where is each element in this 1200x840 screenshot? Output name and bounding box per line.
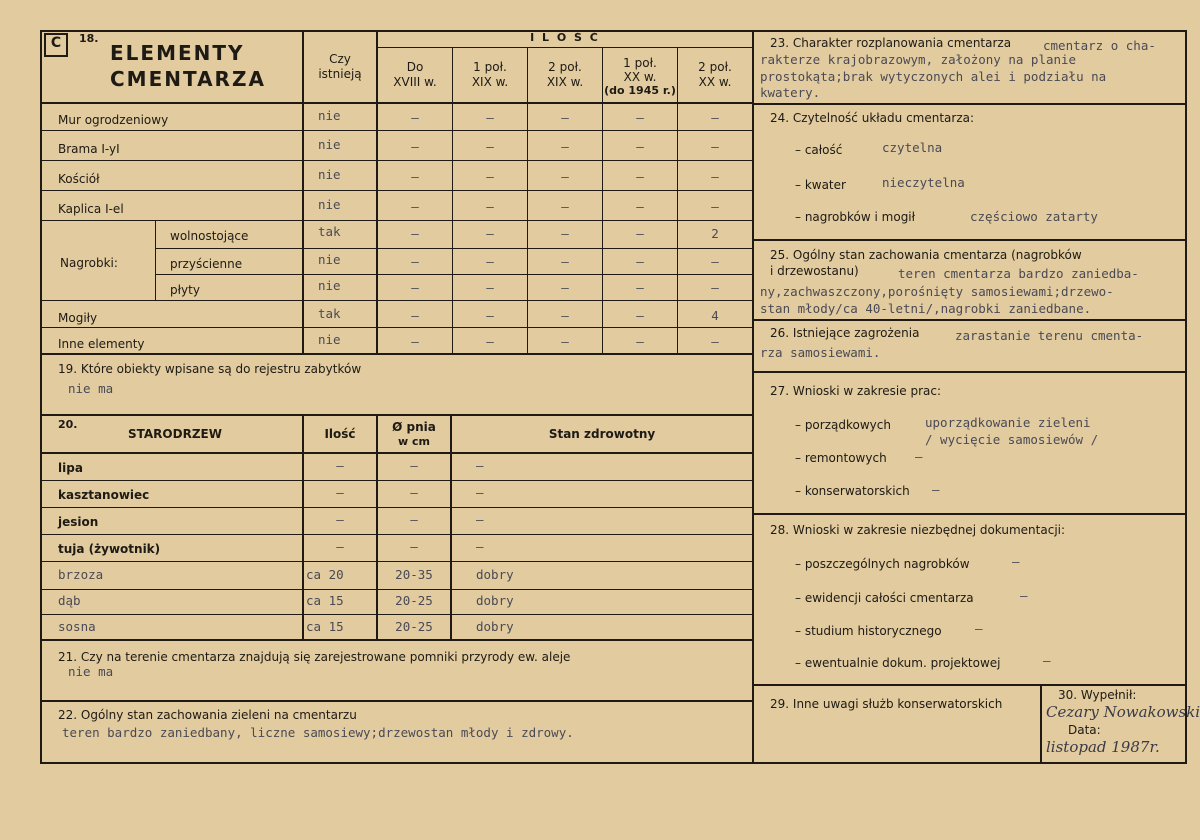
- s20-row-diam: 20-25: [395, 619, 433, 634]
- s20-row-label: lipa: [58, 461, 83, 475]
- s20-row-health: dobry: [476, 593, 514, 608]
- s18-row-value: –: [636, 139, 644, 154]
- s20-row-diam: 20-25: [395, 593, 433, 608]
- s20-row-label: dąb: [58, 593, 81, 608]
- period-2-l2: XIX w.: [546, 75, 584, 89]
- frame-bottom: [40, 762, 1187, 764]
- s20-row-qty: –: [336, 485, 344, 500]
- s21-question: 21. Czy na terenie cmentarza znajdują się zarejestrowane pomniki przyrody ew. aleje: [58, 650, 571, 664]
- s20-row-line: [40, 589, 752, 590]
- s20-row-diam: –: [410, 485, 418, 500]
- s24-bottom: [752, 239, 1187, 241]
- s18-row-value: –: [561, 254, 569, 269]
- s18-nagrobki-line: [155, 220, 156, 300]
- s18-row-line: [40, 130, 752, 131]
- frame-left: [40, 30, 42, 764]
- s26-question: 26. Istniejące zagrożenia: [770, 326, 920, 340]
- s24-item-0-answer: czytelna: [882, 140, 943, 155]
- s18-row-value: –: [411, 308, 419, 323]
- s18-row-value: –: [411, 139, 419, 154]
- s18-row-value: –: [486, 280, 494, 295]
- s23-answer-l3: prostokąta;brak wytyczonych alei i podziału na: [760, 69, 1107, 84]
- s24-item-2-answer: częściowo zatarty: [970, 209, 1098, 224]
- s19-answer: nie ma: [68, 381, 114, 396]
- s18-row-exists: tak: [318, 224, 341, 239]
- s18-row-value: –: [711, 254, 719, 269]
- s27-question: 27. Wnioski w zakresie prac:: [770, 384, 942, 398]
- s28-item-1-label: – ewidencji całości cmentarza: [795, 591, 974, 605]
- s20-title: STARODRZEW: [128, 427, 222, 441]
- s20-row-label: kasztanowiec: [58, 488, 150, 502]
- s20-row-label: brzoza: [58, 567, 104, 582]
- s28-item-0-answer: –: [1012, 554, 1020, 569]
- s20-row-health: –: [476, 485, 484, 500]
- period-3-l1: 1 poł.: [623, 56, 657, 70]
- s25-answer-l1: teren cmentarza bardzo zaniedba-: [898, 266, 1139, 281]
- s18-row-value: –: [561, 199, 569, 214]
- s20-row-qty: –: [336, 539, 344, 554]
- s20-col-diam-l1: Ø pnia: [392, 420, 436, 434]
- s21-answer: nie ma: [68, 664, 114, 679]
- s18-row-value: –: [711, 169, 719, 184]
- period-2-l1: 2 poł.: [548, 60, 582, 74]
- s26-answer-l2: rza samosiewami.: [760, 345, 881, 360]
- s20-row-health: –: [476, 458, 484, 473]
- s18-row-value: –: [711, 280, 719, 295]
- s18-row-value: –: [636, 110, 644, 125]
- s30-filled-by-value: Cezary Nowakowski: [1046, 703, 1200, 721]
- s18-number: 18.: [79, 32, 99, 45]
- s18-row-value: –: [486, 308, 494, 323]
- s18-row-exists: nie: [318, 278, 341, 293]
- s23-answer-l4: kwatery.: [760, 85, 821, 100]
- s18-row-label: Inne elementy: [58, 337, 145, 351]
- s24-question: 24. Czytelność układu cmentarza:: [770, 111, 975, 125]
- s20-row-label: jesion: [58, 515, 99, 529]
- s18-row-value: –: [636, 308, 644, 323]
- s18-row-value: –: [486, 226, 494, 241]
- s20-row-label: sosna: [58, 619, 96, 634]
- s20-row-diam: –: [410, 512, 418, 527]
- s29-question: 29. Inne uwagi służb konserwatorskich: [770, 697, 1003, 711]
- s25-question-l2: i drzewostanu): [770, 264, 859, 278]
- s28-item-2-label: – studium historycznego: [795, 624, 942, 638]
- s18-row-value: –: [636, 254, 644, 269]
- s18-row-value: –: [636, 226, 644, 241]
- s18-row-line: [155, 274, 752, 275]
- s18-row-value: –: [711, 110, 719, 125]
- s18-row-value: –: [486, 169, 494, 184]
- s18-header-line: [40, 102, 752, 104]
- s18-row-value: –: [636, 334, 644, 349]
- s18-row-label: przyścienne: [170, 257, 243, 271]
- s18-col-exists-l1: Czy: [329, 52, 351, 66]
- s18-row-value: –: [561, 280, 569, 295]
- s25-answer-l2: ny,zachwaszczony,porośnięty samosiewami;drzewo-: [760, 284, 1114, 299]
- s18-row-line: [40, 300, 752, 301]
- s20-row-line: [40, 561, 752, 562]
- s26-bottom: [752, 371, 1187, 373]
- s23-answer-l1: cmentarz o cha-: [1043, 38, 1156, 53]
- s24-item-0-label: – całość: [795, 143, 843, 157]
- s18-row-label: Kaplica I-el: [58, 202, 124, 216]
- s27-item-0-answer-l2: / wycięcie samosiewów /: [925, 432, 1099, 447]
- s24-item-2-label: – nagrobków i mogił: [795, 210, 916, 224]
- s28-question: 28. Wnioski w zakresie niezbędnej dokumentacji:: [770, 523, 1066, 537]
- s30-date-label: Data:: [1068, 723, 1101, 737]
- s18-row-label: Mur ogrodzeniowy: [58, 113, 169, 127]
- s18-row-value: –: [486, 110, 494, 125]
- s27-item-1-label: – remontowych: [795, 451, 887, 465]
- s18-row-label: wolnostojące: [170, 229, 249, 243]
- s20-row-qty: –: [336, 512, 344, 527]
- s18-row-value: –: [411, 334, 419, 349]
- s27-item-1-answer: –: [915, 449, 923, 464]
- s18-row-exists: nie: [318, 167, 341, 182]
- s18-row-value: –: [561, 110, 569, 125]
- s23-bottom: [752, 103, 1187, 105]
- s18-title-line2: CMENTARZA: [110, 67, 266, 91]
- s18-row-value: –: [561, 139, 569, 154]
- period-3-l3: (do 1945 r.): [604, 84, 676, 97]
- period-3-l2: XX w.: [623, 70, 657, 84]
- period-0-l1: Do: [406, 60, 424, 74]
- s20-row-health: –: [476, 539, 484, 554]
- s25-question-l1: 25. Ogólny stan zachowania cmentarza (nagrobków: [770, 248, 1082, 262]
- s18-row-value: –: [411, 199, 419, 214]
- s20-row-line: [40, 507, 752, 508]
- s24-item-1-answer: nieczytelna: [882, 175, 965, 190]
- s27-bottom: [752, 513, 1187, 515]
- s20-col-line: [450, 414, 452, 639]
- s18-row-label: Kościół: [58, 172, 100, 186]
- s18-row-value: –: [486, 199, 494, 214]
- s20-row-health: dobry: [476, 619, 514, 634]
- s20-number: 20.: [58, 418, 78, 431]
- s20-row-label: tuja (żywotnik): [58, 542, 161, 556]
- s20-row-diam: 20-35: [395, 567, 433, 582]
- s18-row-value: –: [636, 199, 644, 214]
- s20-row-qty: –: [336, 458, 344, 473]
- s20-row-line: [40, 480, 752, 481]
- s27-item-0-answer-l1: uporządkowanie zieleni: [925, 415, 1091, 430]
- s21-bottom: [40, 700, 752, 702]
- s18-row-value: –: [636, 280, 644, 295]
- s18-row-exists: nie: [318, 252, 341, 267]
- s18-ilosc-header: I L O Ś Ć: [530, 31, 600, 44]
- s18-row-value: –: [411, 226, 419, 241]
- section-letter: C: [50, 35, 62, 51]
- s20-bottom: [40, 639, 752, 641]
- s26-answer-l1: zarastanie terenu cmenta-: [955, 328, 1144, 343]
- s30-divider: [1040, 684, 1042, 764]
- s18-row-exists: nie: [318, 332, 341, 347]
- s28-item-3-label: – ewentualnie dokum. projektowej: [795, 656, 1001, 670]
- s20-row-qty: ca 20: [306, 567, 344, 582]
- s30-date-value: listopad 1987r.: [1046, 738, 1160, 756]
- s19-question: 19. Które obiekty wpisane są do rejestru zabytków: [58, 362, 362, 376]
- s18-row-value: –: [411, 169, 419, 184]
- s18-nagrobki-label: Nagrobki:: [60, 256, 118, 270]
- s28-bottom: [752, 684, 1187, 686]
- s18-row-value: –: [711, 199, 719, 214]
- s20-row-diam: –: [410, 458, 418, 473]
- s18-row-line: [40, 190, 752, 191]
- s18-row-exists: nie: [318, 197, 341, 212]
- s20-row-line: [40, 614, 752, 615]
- frame-right: [1185, 30, 1187, 764]
- s18-ilosc-line: [376, 47, 752, 48]
- s18-row-exists: nie: [318, 137, 341, 152]
- s25-bottom: [752, 319, 1187, 321]
- s18-row-value: –: [486, 139, 494, 154]
- s30-filled-by-label: 30. Wypełnił:: [1058, 688, 1137, 702]
- s18-row-value: –: [561, 334, 569, 349]
- period-1-l2: XIX w.: [471, 75, 509, 89]
- s19-bottom: [40, 414, 752, 416]
- s18-row-label: Brama I-yI: [58, 142, 120, 156]
- s18-row-value: 4: [711, 308, 719, 323]
- s18-row-value: –: [561, 308, 569, 323]
- s18-row-value: –: [711, 334, 719, 349]
- s20-row-line: [40, 534, 752, 535]
- s18-row-value: –: [636, 169, 644, 184]
- s22-answer: teren bardzo zaniedbany, liczne samosiewy;drzewostan młody i zdrowy.: [62, 725, 574, 740]
- s22-question: 22. Ogólny stan zachowania zieleni na cmentarzu: [58, 708, 357, 722]
- s18-row-line: [40, 327, 752, 328]
- s24-item-1-label: – kwater: [795, 178, 846, 192]
- s18-row-value: –: [411, 254, 419, 269]
- s23-answer-l2: rakterze krajobrazowym, założony na planie: [760, 52, 1077, 67]
- s20-col-qty: Ilość: [324, 427, 356, 441]
- s18-title-line1: ELEMENTY: [110, 41, 245, 65]
- s18-row-value: –: [561, 226, 569, 241]
- s18-row-exists: nie: [318, 108, 341, 123]
- s27-item-0-label: – porządkowych: [795, 418, 891, 432]
- s18-row-value: –: [561, 169, 569, 184]
- column-divider: [752, 30, 754, 764]
- s18-bottom: [40, 353, 752, 355]
- period-4-l2: XX w.: [698, 75, 732, 89]
- s18-row-value: –: [486, 334, 494, 349]
- s18-row-line: [40, 220, 752, 221]
- s27-item-2-answer: –: [932, 482, 940, 497]
- s25-answer-l3: stan młody/ca 40-letni/,nagrobki zaniedbane.: [760, 301, 1092, 316]
- s18-row-label: Mogiły: [58, 311, 98, 325]
- s18-row-value: –: [711, 139, 719, 154]
- period-0-l2: XVIII w.: [393, 75, 437, 89]
- s27-item-2-label: – konserwatorskich: [795, 484, 910, 498]
- s18-row-value: 2: [711, 226, 719, 241]
- s20-header-line: [40, 452, 752, 454]
- s28-item-1-answer: –: [1020, 588, 1028, 603]
- s18-row-value: –: [411, 280, 419, 295]
- period-4-l1: 2 poł.: [698, 60, 732, 74]
- s20-row-health: dobry: [476, 567, 514, 582]
- s20-row-health: –: [476, 512, 484, 527]
- period-1-l1: 1 poł.: [473, 60, 507, 74]
- s18-row-label: płyty: [170, 283, 200, 297]
- s20-col-health: Stan zdrowotny: [548, 427, 656, 441]
- s28-item-0-label: – poszczególnych nagrobków: [795, 557, 970, 571]
- s18-col-exists-l2: istnieją: [318, 67, 362, 81]
- s18-row-line: [40, 160, 752, 161]
- s20-row-diam: –: [410, 539, 418, 554]
- s28-item-3-answer: –: [1043, 653, 1051, 668]
- s18-row-line: [155, 248, 752, 249]
- s20-row-qty: ca 15: [306, 593, 344, 608]
- s28-item-2-answer: –: [975, 621, 983, 636]
- s18-row-value: –: [486, 254, 494, 269]
- s20-col-diam-l2: w cm: [398, 435, 430, 448]
- s23-question: 23. Charakter rozplanowania cmentarza: [770, 36, 1012, 50]
- s18-row-exists: tak: [318, 306, 341, 321]
- s20-row-qty: ca 15: [306, 619, 344, 634]
- s18-row-value: –: [411, 110, 419, 125]
